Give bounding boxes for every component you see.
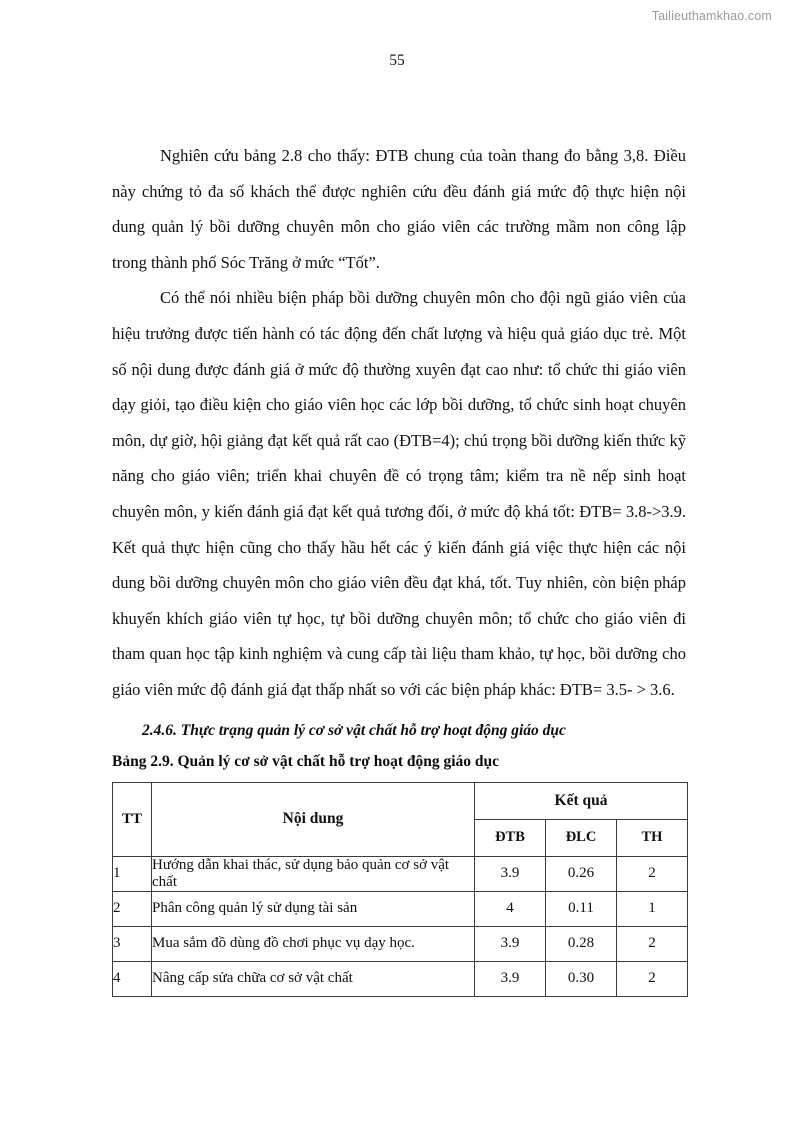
cell-tt: 1 xyxy=(113,856,152,891)
cell-noi-dung: Phân công quản lý sử dụng tài sản xyxy=(152,891,475,926)
cell-noi-dung: Hướng dẫn khai thác, sử dụng bảo quản cơ sở vật chất xyxy=(152,856,475,891)
cell-dlc: 0.26 xyxy=(546,856,617,891)
paragraph-1: Nghiên cứu bảng 2.8 cho thấy: ĐTB chung của toàn thang đo bằng 3,8. Điều này chứng tỏ đa số khách thể được nghiên cứu đều đánh giá mức độ thực hiện nội dung quản lý bồi dưỡng chuyên môn cho giáo viên các trường mầm non công lập trong thành phố Sóc Trăng ở mức “Tốt”. xyxy=(112,146,686,272)
cell-noi-dung: Nâng cấp sửa chữa cơ sở vật chất xyxy=(152,961,475,996)
cell-dtb: 4 xyxy=(475,891,546,926)
table-row xyxy=(113,891,688,926)
table-caption: Bảng 2.9. Quản lý cơ sở vật chất hỗ trợ hoạt động giáo dục xyxy=(112,752,500,770)
header-ket-qua: Kết quả xyxy=(475,782,688,819)
table-header-row-1 xyxy=(113,782,688,819)
page-number: 55 xyxy=(389,52,405,69)
cell-tt: 2 xyxy=(113,891,152,926)
table-row xyxy=(113,961,688,996)
page-content xyxy=(112,138,686,997)
header-tt: TT xyxy=(113,782,152,856)
cell-th: 2 xyxy=(617,961,688,996)
cell-th: 1 xyxy=(617,891,688,926)
table-body xyxy=(113,856,688,996)
cell-noi-dung: Mua sắm đồ dùng đồ chơi phục vụ dạy học. xyxy=(152,926,475,961)
watermark-text: Tailieuthamkhao.com xyxy=(651,9,772,23)
table-row xyxy=(113,856,688,891)
cell-dlc: 0.11 xyxy=(546,891,617,926)
header-noi-dung: Nội dung xyxy=(152,782,475,856)
cell-dlc: 0.30 xyxy=(546,961,617,996)
cell-dlc: 0.28 xyxy=(546,926,617,961)
cell-dtb: 3.9 xyxy=(475,856,546,891)
cell-th: 2 xyxy=(617,926,688,961)
cell-dtb: 3.9 xyxy=(475,926,546,961)
section-heading: 2.4.6. Thực trạng quản lý cơ sở vật chất hỗ trợ hoạt động giáo dục xyxy=(142,721,566,739)
header-dtb: ĐTB xyxy=(475,819,546,856)
facilities-management-table xyxy=(112,782,688,997)
cell-th: 2 xyxy=(617,856,688,891)
header-dlc: ĐLC xyxy=(546,819,617,856)
cell-tt: 4 xyxy=(113,961,152,996)
cell-tt: 3 xyxy=(113,926,152,961)
table-head xyxy=(113,782,688,856)
paragraph-2: Có thể nói nhiều biện pháp bồi dưỡng chuyên môn cho đội ngũ giáo viên của hiệu trưởng được tiến hành có tác động đến chất lượng và hiệu quả giáo dục trẻ. Một số nội dung được đánh giá ở mức độ thường xuyên đạt cao như: tổ chức thi giáo viên dạy giỏi, tạo điều kiện cho giáo viên học các lớp bồi dưỡng, tổ chức sinh hoạt chuyên môn, dự giờ, hội giảng đạt kết quả rất cao (ĐTB=4); chú trọng bồi dưỡng kiến thức kỹ năng cho giáo viên; triển khai chuyên đề có trọng tâm; kiểm tra nề nếp sinh hoạt chuyên môn, y kiến đánh giá đạt kết quả tương đối, ở mức độ khá tốt: ĐTB= 3.8->3.9. Kết quả thực hiện cũng cho thấy hầu hết các ý kiến đánh giá việc thực hiện các nội dung bồi dưỡng chuyên môn cho giáo viên đều đạt khá, tốt. Tuy nhiên, còn biện pháp khuyến khích giáo viên tự học, tự bồi dưỡng chuyên môn; tổ chức cho giáo viên đi tham quan học tập kinh nghiệm và cung cấp tài liệu tham khảo, tự học, bồi dưỡng cho giáo viên mức độ đánh giá đạt thấp nhất so với các biện pháp khác: ĐTB= 3.5- > 3.6. xyxy=(112,288,686,699)
header-th: TH xyxy=(617,819,688,856)
table-row xyxy=(113,926,688,961)
cell-dtb: 3.9 xyxy=(475,961,546,996)
